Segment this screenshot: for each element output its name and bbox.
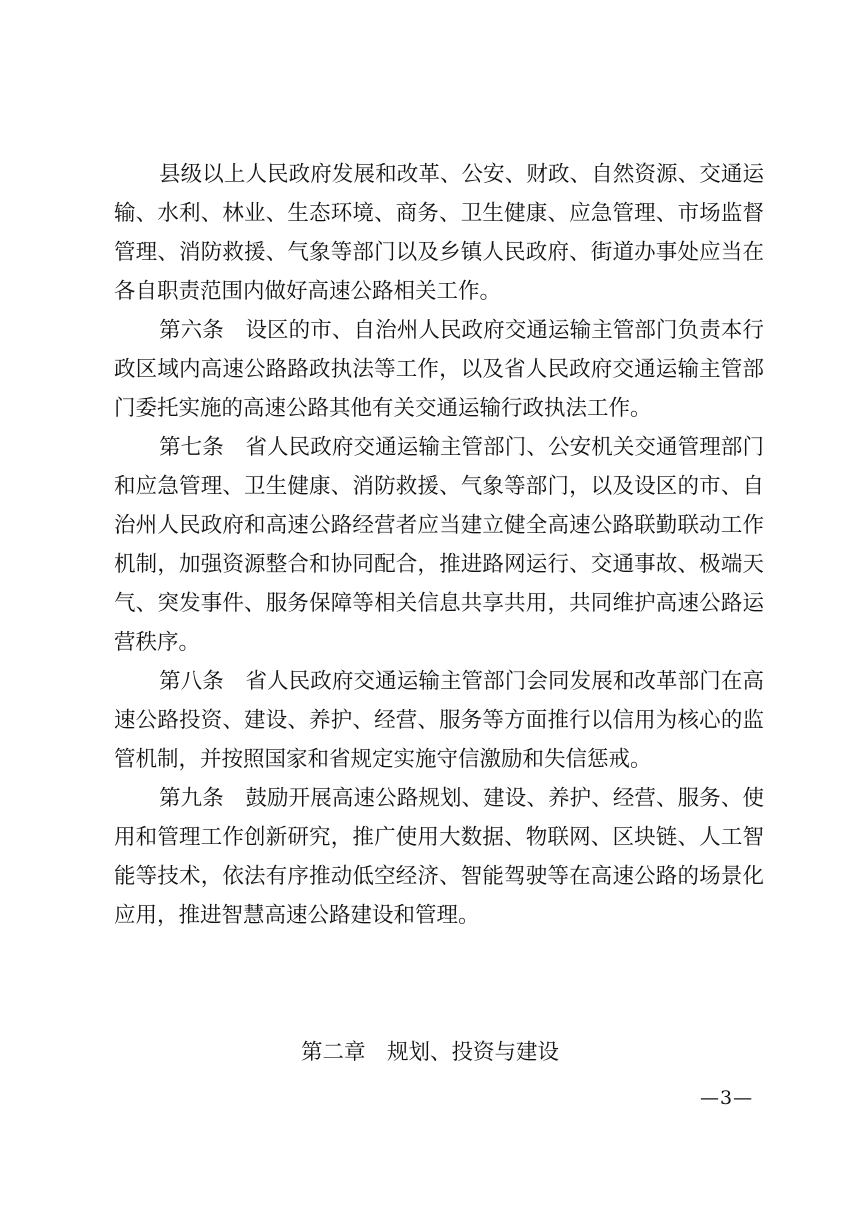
paragraph-article-8: 第八条 省人民政府交通运输主管部门会同发展和改革部门在高速公路投资、建设、养护、经营、服务等方面推行以信用为核心的监管机制，并按照国家和省规定实施守信激励和失信惩戒。 bbox=[114, 669, 764, 772]
page-number: —3— bbox=[700, 1087, 754, 1109]
paragraph-general-duties: 县级以上人民政府发展和改革、公安、财政、自然资源、交通运输、水利、林业、生态环境、商务、卫生健康、应急管理、市场监督管理、消防救援、气象等部门以及乡镇人民政府、街道办事处应当在各自职责范围内做好高速公路相关工作。 bbox=[114, 162, 764, 304]
document-body bbox=[114, 155, 764, 935]
paragraph-article-9: 第九条 鼓励开展高速公路规划、建设、养护、经营、服务、使用和管理工作创新研究，推广使用大数据、物联网、区块链、人工智能等技术，依法有序推动低空经济、智能驾驶等在高速公路的场景化应用，推进智慧高速公路建设和管理。 bbox=[114, 786, 764, 928]
chapter-heading: 第二章 规划、投资与建设 bbox=[300, 1040, 559, 1065]
paragraph-article-7: 第七条 省人民政府交通运输主管部门、公安机关交通管理部门和应急管理、卫生健康、消防救援、气象等部门，以及设区的市、自治州人民政府和高速公路经营者应当建立健全高速公路联勤联动工作机制，加强资源整合和协同配合，推进路网运行、交通事故、极端天气、突发事件、服务保障等相关信息共享共用，共同维护高速公路运营秩序。 bbox=[114, 435, 764, 655]
paragraph-article-6: 第六条 设区的市、自治州人民政府交通运输主管部门负责本行政区域内高速公路路政执法等工作，以及省人民政府交通运输主管部门委托实施的高速公路其他有关交通运输行政执法工作。 bbox=[114, 318, 764, 421]
